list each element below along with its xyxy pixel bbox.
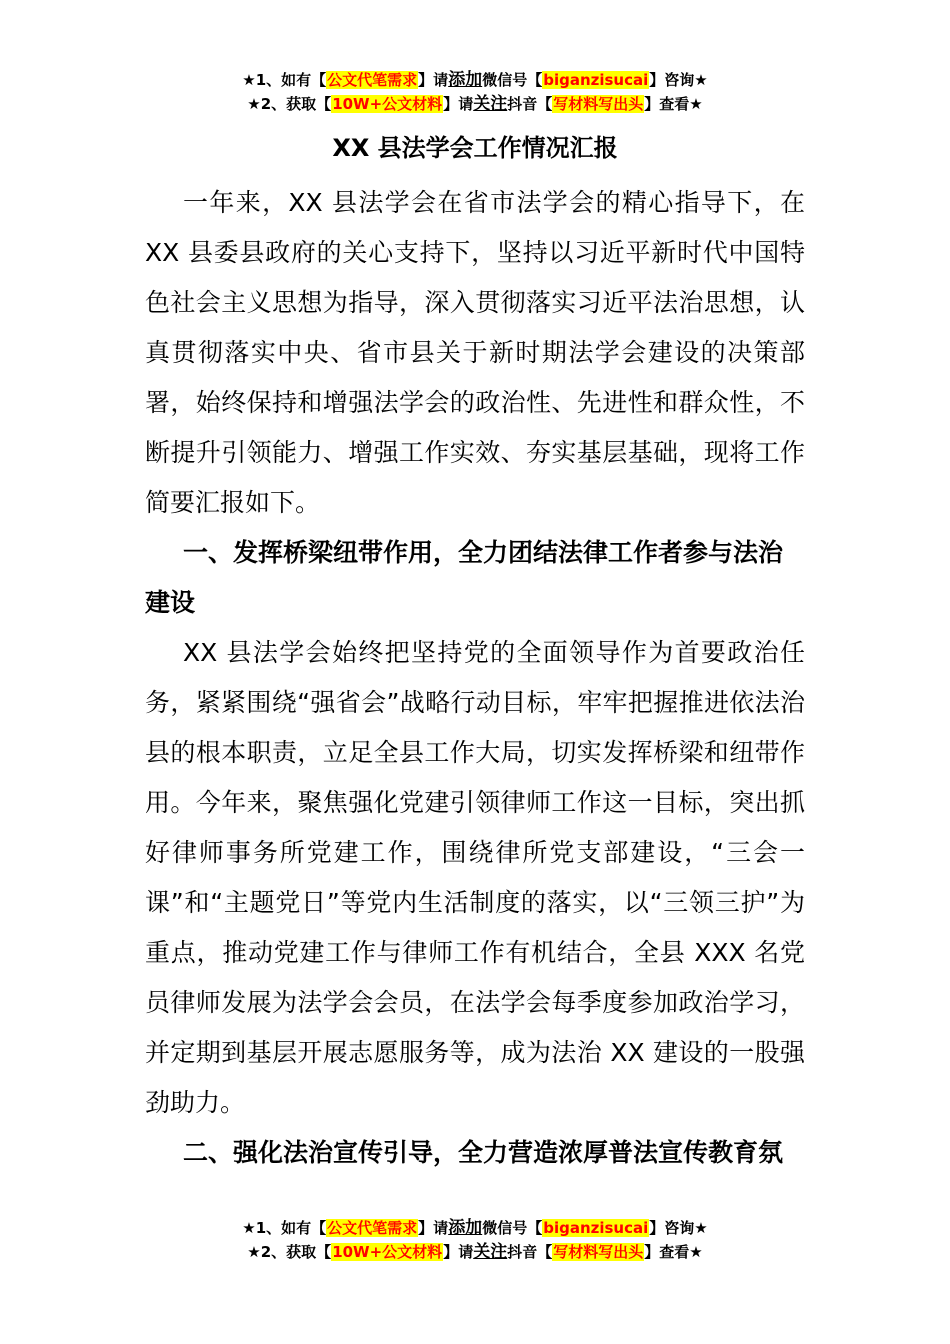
- highlight-wechat-id: biganzisucai: [543, 1219, 649, 1237]
- highlight-service: 公文代笔需求: [327, 71, 418, 89]
- banner-line-2: [0, 92, 950, 116]
- banner-text: 】查看★: [644, 95, 703, 113]
- highlight-douyin: 写材料写出头: [553, 95, 644, 113]
- highlight-materials: 10W+公文材料: [332, 95, 443, 113]
- document-body: [145, 178, 805, 1178]
- banner-text: 】请: [418, 1219, 449, 1237]
- underlined-text: 关注: [473, 1242, 508, 1262]
- banner-text: ★1、如有【: [242, 1219, 327, 1237]
- banner-text: 微信号【: [482, 1219, 543, 1237]
- section-heading-1: 一、发挥桥梁纽带作用，全力团结法律工作者参与法治建设: [145, 538, 784, 617]
- banner-text: 】查看★: [644, 1243, 703, 1261]
- banner-text: 】请: [443, 95, 474, 113]
- section-1-paragraph: XX 县法学会始终把坚持党的全面领导作为首要政治任务，紧紧围绕“强省会”战略行动目标，牢牢把握推进依法治县的根本职责，立足全县工作大局，切实发挥桥梁和纽带作用。今年来，聚焦强化党建引领律师工作这一目标，突出抓好律师事务所党建工作，围绕律所党支部建设，“三会一课”和“主题党日”等党内生活制度的落实，以“三领三护”为重点，推动党建工作与律师工作有机结合，全县 XXX 名党员律师发展为法学会会员，在法学会每季度参加政治学习，并定期到基层开展志愿服务等，成为法治 XX 建设的一股强劲助力。: [145, 638, 805, 1117]
- banner-text: 抖音【: [507, 95, 553, 113]
- banner-line-2: [0, 1240, 950, 1264]
- document-title: XX 县法学会工作情况汇报: [332, 134, 618, 162]
- underlined-text: 添加: [448, 1218, 483, 1238]
- underlined-text: 关注: [473, 94, 508, 114]
- banner-line-1: [0, 1216, 950, 1240]
- banner-text: 抖音【: [507, 1243, 553, 1261]
- banner-text: ★1、如有【: [242, 71, 327, 89]
- banner-line-1: [0, 68, 950, 92]
- banner-text: ★2、获取【: [247, 1243, 332, 1261]
- highlight-wechat-id: biganzisucai: [543, 71, 649, 89]
- highlight-douyin: 写材料写出头: [553, 1243, 644, 1261]
- footer-banner: [0, 1216, 950, 1264]
- intro-paragraph: 一年来，XX 县法学会在省市法学会的精心指导下，在 XX 县委县政府的关心支持下，坚持以习近平新时代中国特色社会主义思想为指导，深入贯彻落实习近平法治思想，认真贯彻落实中央、省市县关于新时期法学会建设的决策部署，始终保持和增强法学会的政治性、先进性和群众性，不断提升引领能力、增强工作实效、夯实基层基础，现将工作简要汇报如下。: [145, 188, 805, 517]
- header-banner: [0, 68, 950, 116]
- highlight-service: 公文代笔需求: [327, 1219, 418, 1237]
- highlight-materials: 10W+公文材料: [332, 1243, 443, 1261]
- banner-text: 微信号【: [482, 71, 543, 89]
- underlined-text: 添加: [448, 70, 483, 90]
- banner-text: 】咨询★: [649, 71, 708, 89]
- banner-text: 】咨询★: [649, 1219, 708, 1237]
- banner-text: 】请: [418, 71, 449, 89]
- banner-text: 】请: [443, 1243, 474, 1261]
- banner-text: ★2、获取【: [247, 95, 332, 113]
- section-heading-2: 二、强化法治宣传引导，全力营造浓厚普法宣传教育氛: [183, 1138, 784, 1167]
